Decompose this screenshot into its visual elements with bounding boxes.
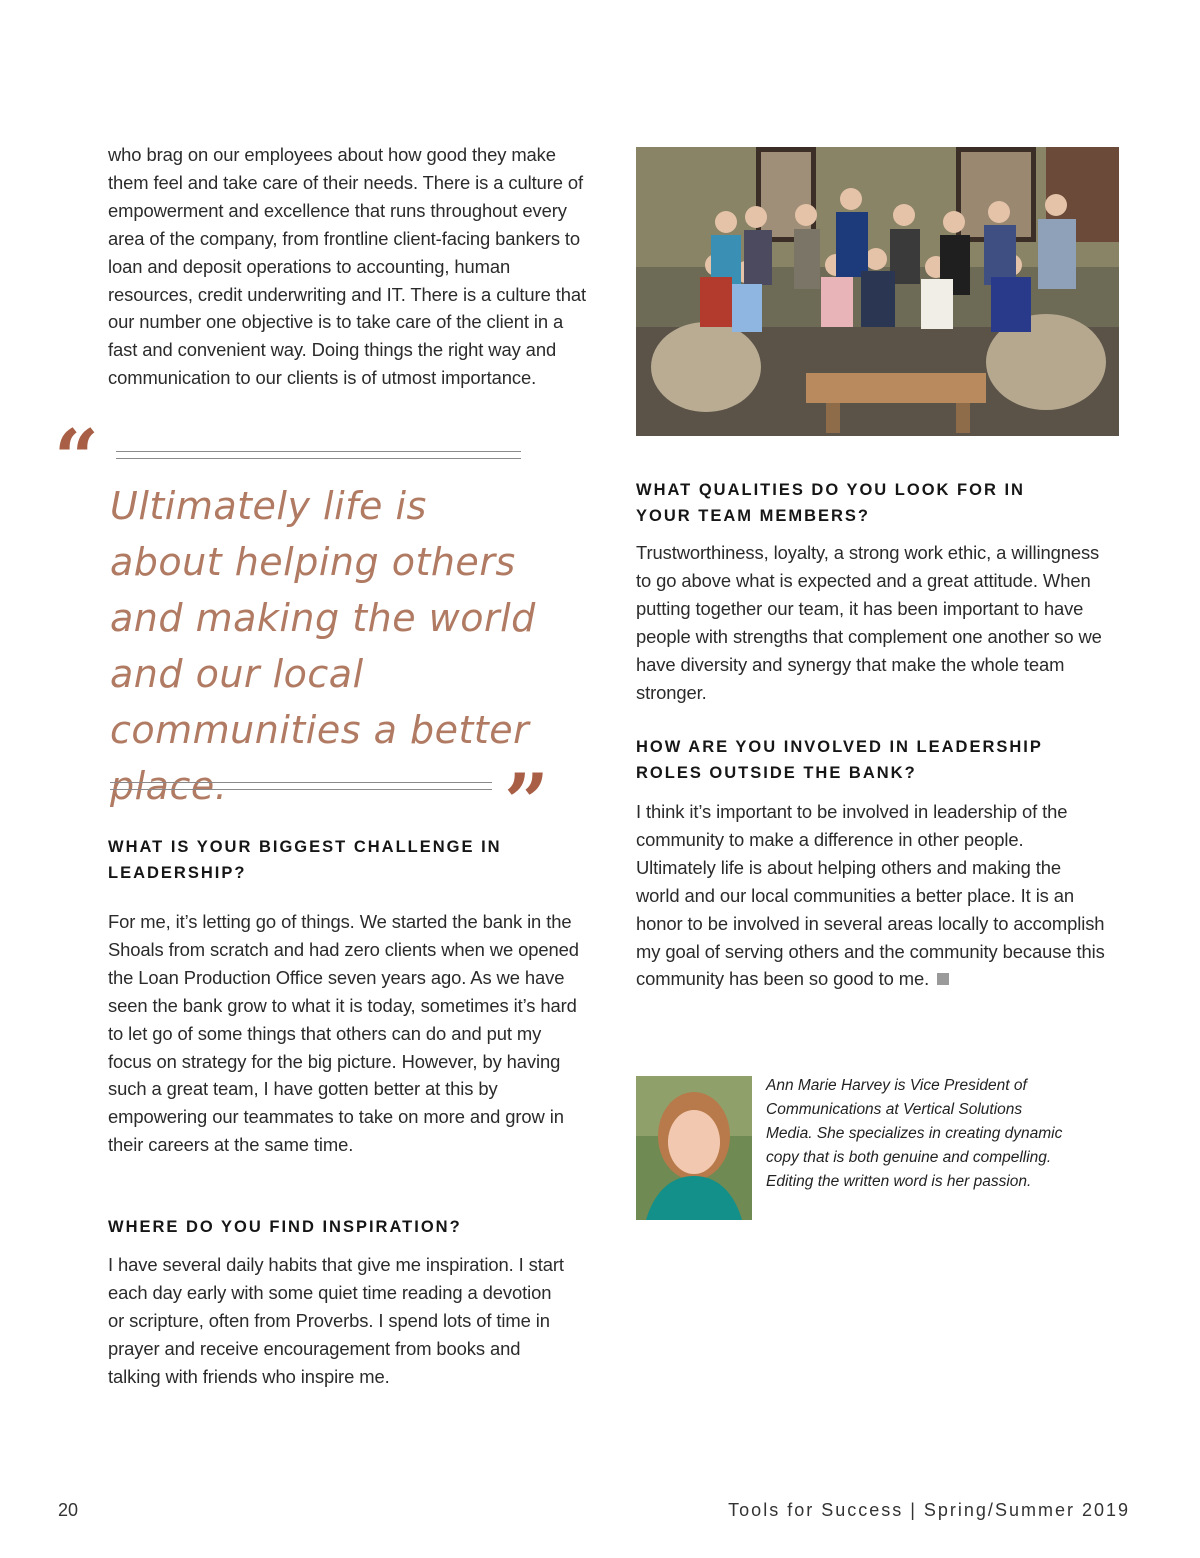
open-quote-mark: “	[54, 413, 99, 504]
author-headshot	[636, 1076, 752, 1220]
publication-title: Tools for Success | Spring/Summer 2019	[728, 1500, 1130, 1520]
page-number: 20	[58, 1500, 79, 1520]
author-bio: Ann Marie Harvey is Vice President of Communications at Vertical Solutions Media. She specializes in creating dynamic copy that is both genuine and compelling. Editing the written word is her passion.	[766, 1077, 1063, 1190]
quote-rule-bottom	[110, 782, 492, 790]
end-mark-icon	[937, 973, 949, 985]
qualities-body: Trustworthiness, loyalty, a strong work ethic, a willingness to go above what is expected and a great attitude. When putting together our team, it has been important to have people with strengths that complement one another so we have diversity and synergy that make the whole team stronger.	[636, 542, 1102, 703]
qualities-heading: WHAT QUALITIES DO YOU LOOK FOR IN YOUR TEAM MEMBERS?	[636, 481, 1025, 525]
pull-quote: Ultimately life is about helping others and making the world and our local communities a better place.	[110, 484, 536, 808]
close-quote-mark: ”	[504, 757, 549, 848]
challenge-heading: WHAT IS YOUR BIGGEST CHALLENGE IN LEADERSHIP?	[108, 838, 502, 882]
challenge-body: For me, it’s letting go of things. We started the bank in the Shoals from scratch and had zero clients when we opened the Loan Production Office seven years ago. As we have seen the bank grow to what it is today, sometimes it’s hard to let go of some things that others can do and put my focus on strategy for the big picture. However, by having such a great team, I have gotten better at this by empowering our teammates to take on more and grow in their careers at the same time.	[108, 911, 579, 1156]
inspiration-body: I have several daily habits that give me inspiration. I start each day early with some quiet time reading a devotion or scripture, often from Proverbs. I spend lots of time in prayer and receive encouragement from books and talking with friends who inspire me.	[108, 1254, 564, 1387]
leadership-body-wrapper	[636, 798, 1106, 993]
quote-rule-top	[116, 451, 521, 459]
leadership-body: I think it’s important to be involved in leadership of the community to make a difference in other people. Ultimately life is about helping others and making the world and our local communities a better place. It is an honor to be involved in several areas locally to accomplish my goal of serving others and the community because this community has been so good to me.	[636, 801, 1105, 990]
intro-paragraph: who brag on our employees about how good they make them feel and take care of their needs. There is a culture of empowerment and excellence that runs throughout every area of the company, from frontline client-facing bankers to loan and deposit operations to accounting, human resources, credit underwriting and IT. There is a culture that our number one objective is to take care of the client in a fast and convenient way. Doing things the right way and communication to our clients is of utmost importance.	[108, 144, 586, 389]
team-photo	[636, 147, 1119, 436]
inspiration-heading: WHERE DO YOU FIND INSPIRATION?	[108, 1218, 462, 1236]
leadership-heading: HOW ARE YOU INVOLVED IN LEADERSHIP ROLES OUTSIDE THE BANK?	[636, 738, 1043, 782]
